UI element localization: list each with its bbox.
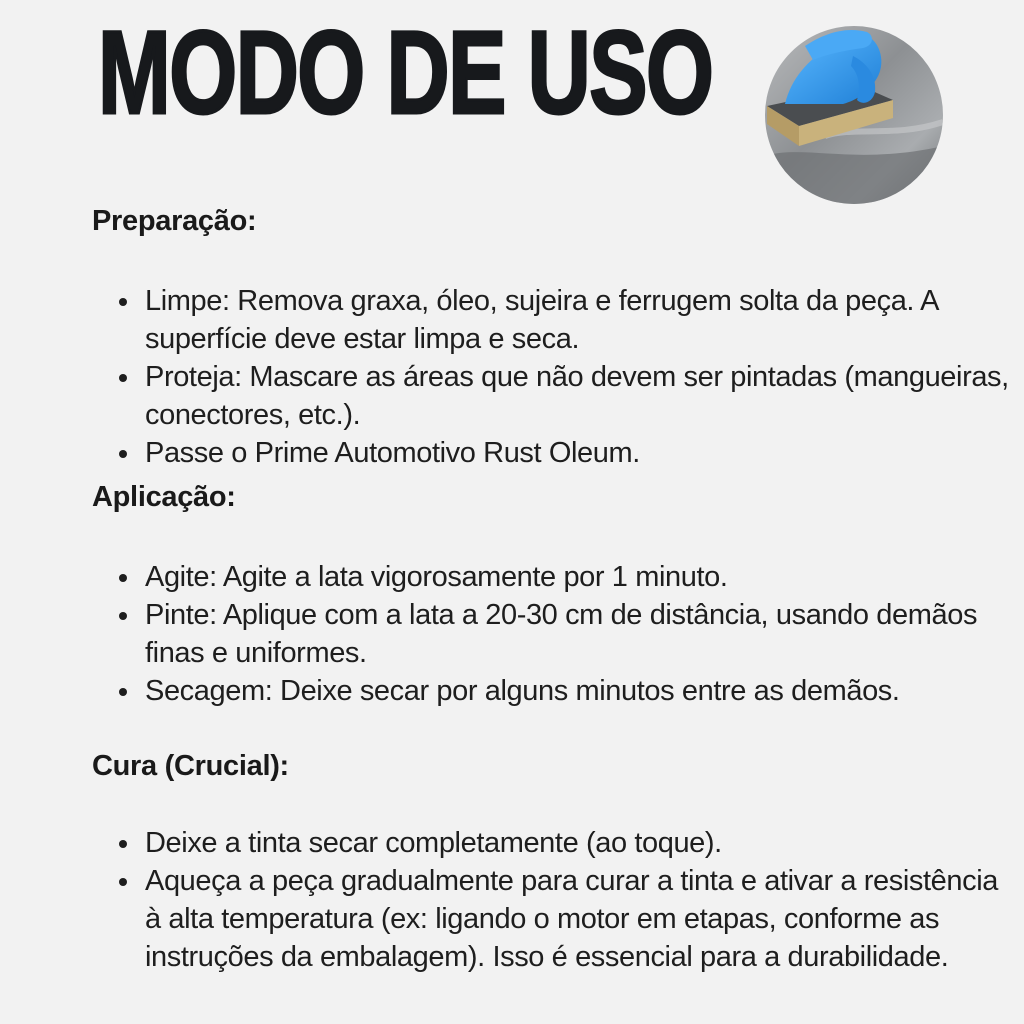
list-item: Secagem: Deixe secar por alguns minutos entre as demãos.	[145, 672, 1015, 710]
list-item: Deixe a tinta secar completamente (ao toque).	[145, 824, 1015, 862]
section-heading-cura: Cura (Crucial):	[92, 750, 289, 782]
section-heading-preparacao: Preparação:	[92, 205, 257, 237]
list-item: Aqueça a peça gradualmente para curar a tinta e ativar a resistência à alta temperatura (ex: ligando o motor em etapas, conforme as instruções da embalagem). Isso é essencial para a durabilidade.	[145, 862, 1015, 976]
page-title: MODO DE USO	[98, 7, 713, 139]
application-list	[145, 558, 1015, 710]
preparation-list	[145, 282, 1015, 472]
list-item: Agite: Agite a lata vigorosamente por 1 minuto.	[145, 558, 1015, 596]
section-heading-aplicacao: Aplicação:	[92, 481, 236, 513]
cure-list	[145, 824, 1015, 976]
list-item: Limpe: Remova graxa, óleo, sujeira e ferrugem solta da peça. A superfície deve estar limpa e seca.	[145, 282, 1015, 358]
sanding-photo	[765, 26, 943, 204]
list-item: Proteja: Mascare as áreas que não devem ser pintadas (mangueiras, conectores, etc.).	[145, 358, 1015, 434]
list-item: Passe o Prime Automotivo Rust Oleum.	[145, 434, 1015, 472]
gloved-hand-sanding-icon	[765, 26, 943, 204]
list-item: Pinte: Aplique com a lata a 20-30 cm de distância, usando demãos finas e uniformes.	[145, 596, 1015, 672]
